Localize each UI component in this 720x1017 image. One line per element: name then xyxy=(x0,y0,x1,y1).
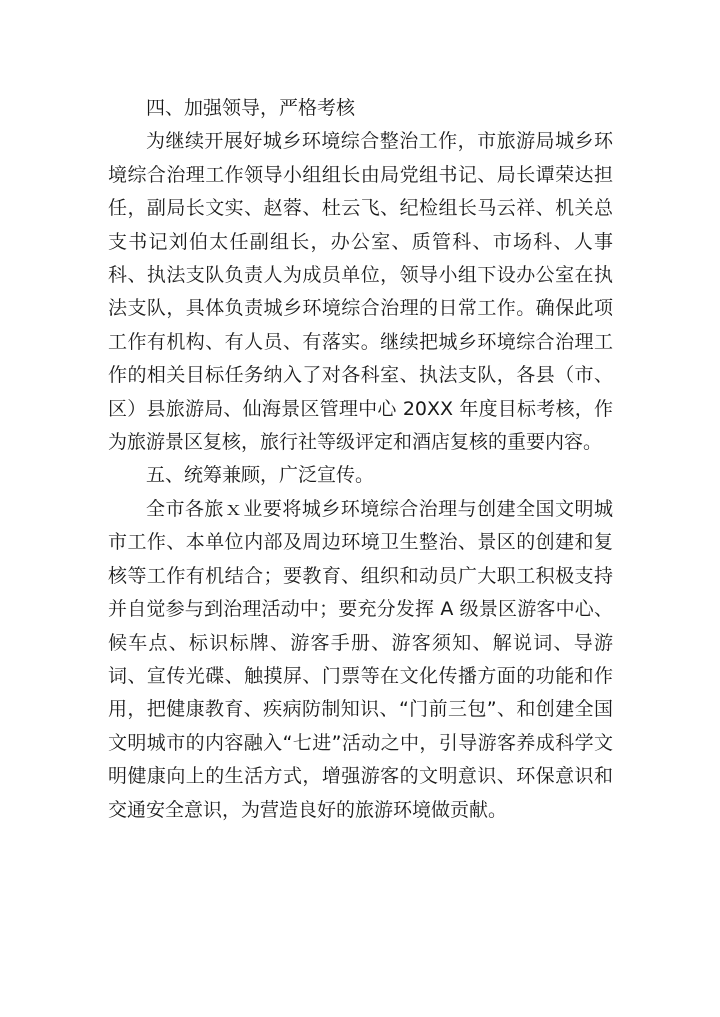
section-5-heading: 五、统筹兼顾，广泛宣传。 xyxy=(146,464,375,487)
section-4-body: 为继续开展好城乡环境综合整治工作，市旅游局城乡环境综合治理工作领导小组组长由局党组书记、局长谭荣达担任，副局长文实、赵蓉、杜云飞、纪检组长马云祥、机关总支书记刘伯太任副组长，办公室、质管科、市场科、人事科、执法支队负责人为成员单位，领导小组下设办公室在执法支队，具体负责城乡环境综合治理的日常工作。确保此项工作有机构、有人员、有落实。继续把城乡环境综合治理工作的相关目标任务纳入了对各科室、执法支队，各县（市、区）县旅游局、仙海景区管理中心 20XX 年度目标考核，作为旅游景区复核，旅行社等级评定和酒店复核的重要内容。 xyxy=(108,130,613,454)
section-4-heading: 四、加强领导，严格考核 xyxy=(146,97,356,119)
document-page xyxy=(108,92,613,827)
section-5-body: 全市各旅ｘ业要将城乡环境综合治理与创建全国文明城市工作、本单位内部及周边环境卫生整治、景区的创建和复核等工作有机结合；要教育、组织和动员广大职工积极支持并自觉参与到治理活动中；要充分发挥 A 级景区游客中心、候车点、标识标牌、游客手册、游客须知、解说词、导游词、宣传光碟、触摸屏、门票等在文化传播方面的功能和作用，把健康教育、疾病防制知识、“门前三包”、和创建全国文明城市的内容融入“七进”活动之中，引导游客养成科学文明健康向上的生活方式，增强游客的文明意识、环保意识和交通安全意识，为营造良好的旅游环境做贡献。 xyxy=(108,497,613,821)
